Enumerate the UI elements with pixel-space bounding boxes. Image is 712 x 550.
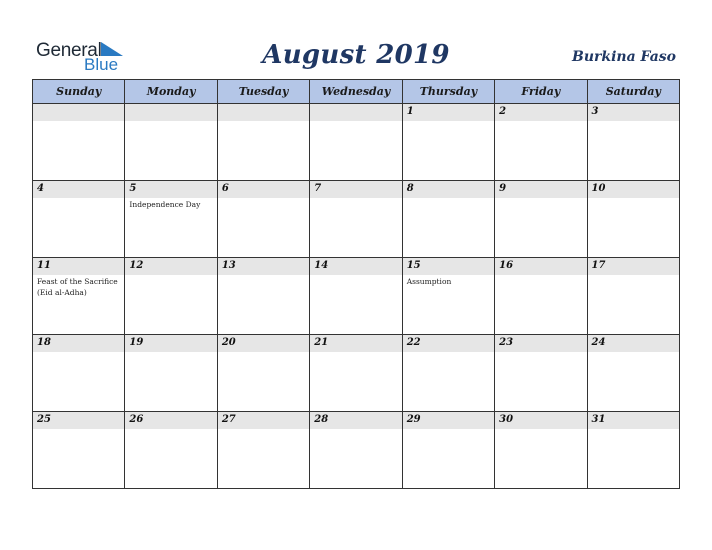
day-number: 16 — [499, 260, 514, 271]
date-strip — [33, 104, 124, 121]
weekday-header-row — [33, 80, 680, 104]
date-strip — [495, 181, 586, 198]
date-strip — [403, 412, 494, 429]
date-strip — [218, 335, 309, 352]
calendar-day-cell — [217, 412, 309, 489]
weekday-header: Wednesday — [310, 80, 402, 104]
holiday-label — [310, 275, 401, 277]
calendar-day-cell — [33, 412, 125, 489]
logo-text-general: General — [36, 40, 102, 61]
day-number: 30 — [499, 414, 514, 425]
calendar-day-cell — [310, 335, 402, 412]
day-number: 5 — [129, 183, 137, 194]
date-strip — [495, 335, 586, 352]
calendar-day-cell — [125, 104, 217, 181]
calendar-day-cell — [310, 181, 402, 258]
holiday-label — [125, 352, 216, 354]
date-strip — [218, 181, 309, 198]
holiday-label — [310, 198, 401, 200]
day-number: 22 — [406, 337, 421, 348]
date-strip — [495, 104, 586, 121]
day-number: 15 — [406, 260, 421, 271]
date-strip — [125, 104, 216, 121]
day-number: 20 — [221, 337, 236, 348]
calendar-day-cell — [217, 258, 309, 335]
date-strip — [310, 104, 401, 121]
weekday-header: Saturday — [587, 80, 679, 104]
holiday-label — [588, 121, 679, 123]
date-strip — [588, 181, 679, 198]
date-strip — [125, 335, 216, 352]
holiday-label — [403, 429, 494, 431]
day-number: 18 — [37, 337, 51, 348]
day-number: 8 — [406, 183, 414, 194]
date-strip — [125, 412, 216, 429]
date-strip — [403, 335, 494, 352]
calendar-day-cell — [587, 258, 679, 335]
weekday-header: Sunday — [33, 80, 125, 104]
calendar-day-cell — [495, 104, 587, 181]
holiday-label — [310, 429, 401, 431]
calendar-day-cell — [495, 258, 587, 335]
calendar-day-cell — [310, 412, 402, 489]
day-number: 27 — [221, 414, 236, 425]
calendar-day-cell — [587, 335, 679, 412]
day-number: 9 — [499, 183, 507, 194]
calendar-day-cell — [310, 104, 402, 181]
holiday-label — [218, 198, 309, 200]
day-number: 12 — [129, 260, 144, 271]
calendar-day-cell — [402, 181, 494, 258]
day-number: 19 — [129, 337, 144, 348]
calendar-day-cell — [217, 104, 309, 181]
holiday-label — [588, 352, 679, 354]
holiday-label — [588, 275, 679, 277]
holiday-label — [403, 121, 494, 123]
date-strip — [588, 335, 679, 352]
holiday-label: Independence Day — [129, 200, 201, 209]
holiday-label — [403, 352, 494, 354]
calendar-day-cell — [125, 181, 217, 258]
holiday-label — [403, 198, 494, 200]
day-number: 2 — [499, 106, 507, 117]
date-strip — [125, 258, 216, 275]
date-strip — [218, 412, 309, 429]
calendar-day-cell — [587, 412, 679, 489]
date-strip — [310, 335, 401, 352]
calendar-day-cell — [495, 412, 587, 489]
day-number: 10 — [591, 183, 606, 194]
day-number: 28 — [314, 414, 329, 425]
date-strip — [218, 104, 309, 121]
calendar-day-cell — [125, 412, 217, 489]
calendar-day-cell — [33, 258, 125, 335]
weekday-header: Monday — [125, 80, 217, 104]
calendar-day-cell — [310, 258, 402, 335]
date-strip — [125, 181, 216, 198]
day-number: 17 — [591, 260, 606, 271]
weekday-header: Tuesday — [217, 80, 309, 104]
holiday-label — [588, 198, 679, 200]
calendar-week-row — [33, 258, 680, 335]
day-number: 7 — [314, 183, 322, 194]
holiday-label: Assumption — [406, 277, 452, 286]
date-strip — [495, 258, 586, 275]
day-number: 4 — [37, 183, 44, 194]
day-number: 26 — [129, 414, 144, 425]
holiday-label — [218, 121, 309, 123]
date-strip — [33, 258, 124, 275]
date-strip — [33, 412, 124, 429]
logo-text-blue: Blue — [84, 55, 119, 74]
holiday-label — [33, 352, 124, 354]
calendar-day-cell — [33, 181, 125, 258]
date-strip — [218, 258, 309, 275]
date-strip — [588, 104, 679, 121]
calendar-day-cell — [402, 412, 494, 489]
day-number: 23 — [499, 337, 514, 348]
calendar-day-cell — [33, 335, 125, 412]
calendar-day-cell — [495, 335, 587, 412]
date-strip — [403, 104, 494, 121]
calendar-week-row — [33, 335, 680, 412]
day-number: 24 — [591, 337, 606, 348]
holiday-label — [495, 121, 586, 123]
date-strip — [310, 412, 401, 429]
holiday-label — [125, 429, 216, 431]
day-number: 11 — [37, 260, 51, 271]
day-number: 31 — [591, 414, 606, 425]
holiday-label — [218, 352, 309, 354]
calendar-week-row — [33, 181, 680, 258]
day-number: 1 — [406, 106, 414, 117]
holiday-label — [495, 352, 586, 354]
calendar-day-cell — [125, 335, 217, 412]
country-label: Burkina Faso — [572, 49, 676, 65]
date-strip — [403, 181, 494, 198]
date-strip — [588, 412, 679, 429]
calendar-day-cell — [495, 181, 587, 258]
calendar-week-row — [33, 412, 680, 489]
page-title: August 2019 — [262, 40, 450, 70]
calendar-day-cell — [402, 104, 494, 181]
holiday-label — [125, 275, 216, 277]
holiday-label — [310, 352, 401, 354]
holiday-label — [310, 121, 401, 123]
day-number: 21 — [314, 337, 329, 348]
holiday-label — [218, 429, 309, 431]
day-number: 13 — [221, 260, 236, 271]
holiday-label — [218, 275, 309, 277]
calendar-day-cell — [587, 181, 679, 258]
holiday-label — [33, 429, 124, 431]
date-strip — [33, 335, 124, 352]
calendar-day-cell — [125, 258, 217, 335]
holiday-label — [33, 121, 124, 123]
date-strip — [403, 258, 494, 275]
date-strip — [495, 412, 586, 429]
holiday-label — [588, 429, 679, 431]
day-number: 29 — [406, 414, 421, 425]
date-strip — [310, 181, 401, 198]
calendar-day-cell — [33, 104, 125, 181]
calendar-day-cell — [402, 258, 494, 335]
calendar-day-cell — [402, 335, 494, 412]
holiday-label — [495, 275, 586, 277]
calendar-body — [33, 104, 680, 489]
date-strip — [33, 181, 124, 198]
calendar-grid — [32, 79, 680, 489]
day-number: 6 — [221, 183, 229, 194]
holiday-label — [33, 198, 124, 200]
holiday-label: Feast of the Sacrifice (Eid al-Adha) — [37, 277, 118, 297]
weekday-header: Thursday — [402, 80, 494, 104]
day-number: 3 — [591, 106, 599, 117]
day-number: 25 — [37, 414, 51, 425]
day-number: 14 — [314, 260, 329, 271]
weekday-header: Friday — [495, 80, 587, 104]
calendar-day-cell — [587, 104, 679, 181]
holiday-label — [125, 121, 216, 123]
calendar-day-cell — [217, 181, 309, 258]
holiday-label — [495, 198, 586, 200]
calendar-day-cell — [217, 335, 309, 412]
date-strip — [588, 258, 679, 275]
holiday-label — [495, 429, 586, 431]
calendar-week-row — [33, 104, 680, 181]
date-strip — [310, 258, 401, 275]
